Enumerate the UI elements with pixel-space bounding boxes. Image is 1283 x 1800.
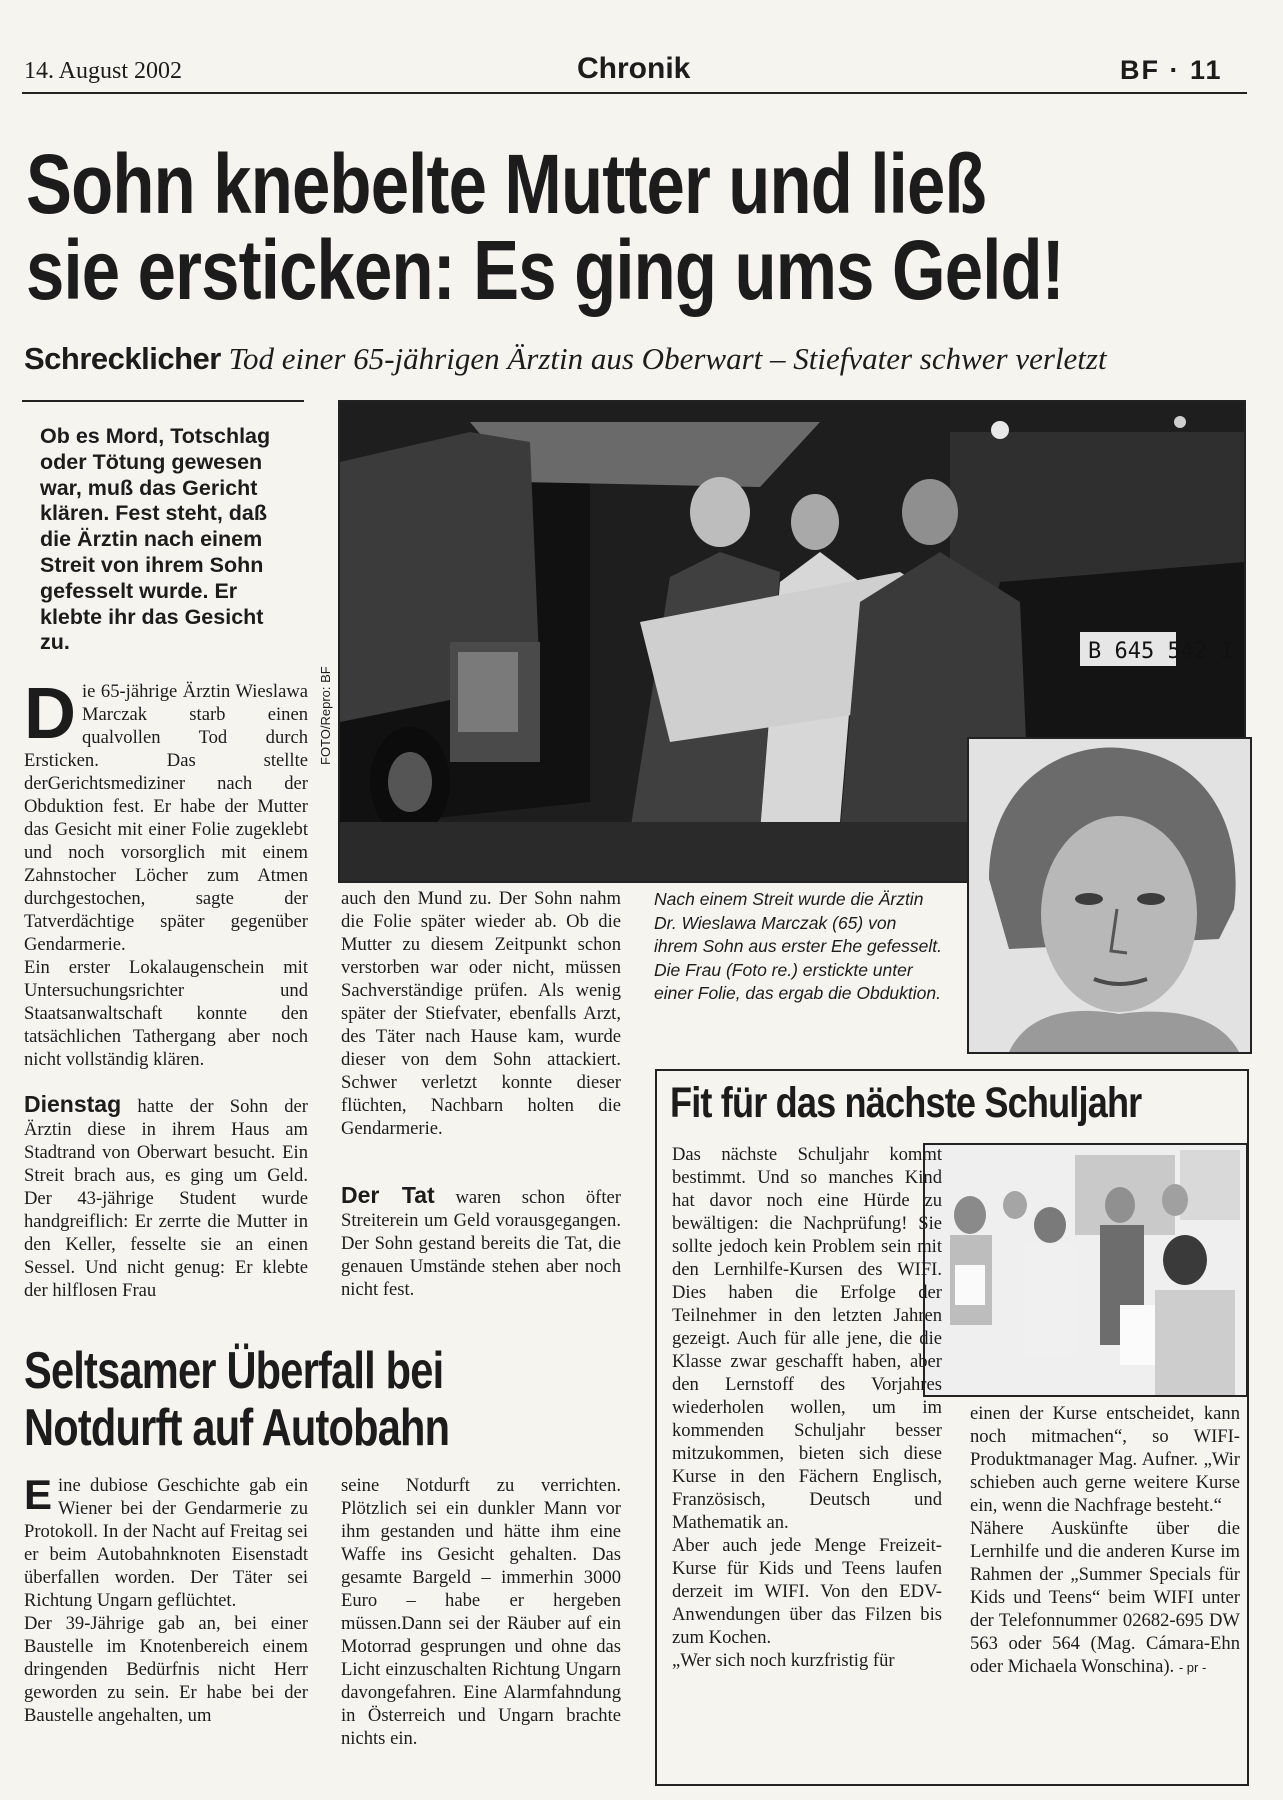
- second-para-2: Der 39-Jährige gab an, bei einer Baustelle im Knotenbereich einem dringenden Bedürfnis nicht Herr geworden zu sein. Er habe bei der Baustelle angehalten, um: [24, 1613, 308, 1726]
- school-article-column-1: [672, 1143, 942, 1672]
- second-article-column-2: [341, 1474, 621, 1750]
- headline-line-1: Sohn knebelte Mutter und ließ: [26, 137, 986, 231]
- runin-heading-2: Der Tat: [341, 1182, 435, 1208]
- portrait-photo: [967, 737, 1252, 1054]
- main-para-5: waren schon öfter Streiterein um Geld vorausgegangen. Der Sohn gestand bereits die Tat, die genauen Umstände stehen aber noch nicht fest.: [341, 1187, 621, 1300]
- issue-date: 14. August 2002: [24, 58, 183, 84]
- school-photo-image: [925, 1145, 1246, 1395]
- headline-line-2: sie ersticken: Es ging ums Geld!: [26, 223, 1064, 317]
- school-para-5: Nähere Auskünfte über die Lernhilfe und die anderen Kurse im Rahmen der „Summer Specials für Kids und Teens“ beim WIFI unter der Telefonnummer 02682-695 DW 563 oder 564 (Mag. Cámara-Ehn oder Michaela Wonschina).: [970, 1518, 1240, 1677]
- subheadline: [24, 341, 1107, 377]
- school-para-3: „Wer sich noch kurzfristig für: [672, 1650, 895, 1671]
- second-dropcap: E: [24, 1471, 53, 1518]
- main-para-3: hatte der Sohn der Ärztin diese in ihrem Haus am Stadtrand von Oberwart besucht. Ein Streit brach aus, es ging um Geld. Der 43-jährige Student wurde handgreiflich: Er zerrte die Mutter in den Keller, fesselte sie an einen Sessel. Und nicht genug: Er klebte der hilflosen Frau: [24, 1096, 308, 1301]
- dropcap: D: [24, 674, 76, 754]
- subheadline-lead: Schrecklicher: [24, 341, 221, 376]
- second-article-column-1: [24, 1471, 308, 1727]
- main-para-4: auch den Mund zu. Der Sohn nahm die Folie später wieder ab. Ob die Mutter zu diesem Zeitpunkt schon verstorben war oder nicht, müssen Sachverständige prüfen. Als wenig später der Stiefvater, ebenfalls Arzt, des Täter nach Hause kam, wurde dieser von dem Sohn attackiert. Schwer verletzt konnte dieser flüchten, Nachbarn holten die Gendarmerie.: [341, 888, 621, 1139]
- second-headline: [24, 1343, 449, 1457]
- school-headline: Fit für das nächste Schuljahr: [670, 1079, 1142, 1127]
- second-para-3: seine Notdurft zu verrichten. Plötzlich sei ein dunkler Mann vor ihm gestanden und hätte ihm eine Waffe ins Gesicht gehalten. Das gesamte Bargeld – immerhin 3000 Euro – habe er hergeben müssen.Dann sei der Räuber auf ein Motorrad gesprungen und ohne das Licht einzuschalten Richtung Ungarn davongefahren. Eine Alarmfahndung in Österreich und Ungarn brachte nichts ein.: [341, 1475, 621, 1749]
- main-article-column-2b: [341, 1184, 621, 1301]
- main-para-2: Ein erster Lokalaugenschein mit Untersuchungsrichter und Staatsanwaltschaft konnte den tatsächlichen Tathergang aber noch nicht vollständig klären.: [24, 957, 308, 1070]
- intro-text: Ob es Mord, Totschlag oder Tötung gewesen war, muß das Gericht klären. Fest steht, daß die Ärztin nach einem Streit von ihrem Sohn gefesselt wurde. Er klebte ihr das Gesicht zu.: [40, 424, 271, 655]
- school-para-2: Aber auch jede Menge Freizeit-Kurse für Kids und Teens laufen derzeit im WIFI. Von den EDV-Anwendungen über das Filzen bis zum Kochen.: [672, 1535, 942, 1648]
- school-article-column-2: [970, 1402, 1240, 1679]
- photo-caption: Nach einem Streit wurde die Ärztin Dr. Wieslawa Marczak (65) von ihrem Sohn aus erster Ehe gefesselt. Die Frau (Foto re.) erstickte unter einer Folie, das ergab die Obduktion.: [654, 889, 942, 1003]
- school-para-4: einen der Kurse entscheidet, kann noch mitmachen“, so WIFI-Produktmanager Mag. Aufner. „Wir schieben auch gerne weitere Kurse ein, wenn die Nachfrage besteht.“: [970, 1403, 1240, 1516]
- section-title: Chronik: [577, 52, 691, 85]
- page-number: BF · 11: [1120, 55, 1223, 85]
- main-article-column-1b: [24, 1093, 308, 1302]
- plate-text: B 645 542 I: [1088, 639, 1234, 664]
- main-para-1: ie 65-jährige Ärztin Wieslawa Marczak starb einen qualvollen Tod durch Ersticken. Das stellte derGerichtsmediziner nach der Obduktion fest. Er habe der Mutter das Gesicht mit einer Folie zugeklebt und noch vorsorglich mit einem Zahnstocher Löcher zum Atmen durchgestochen, sagte der Tatverdächtige später gegenüber Gendarmerie.: [24, 681, 308, 955]
- second-para-1: ine dubiose Geschichte gab ein Wiener bei der Gendarmerie zu Protokoll. In der Nacht auf Freitag sei er beim Autobahnknoten Eisenstadt überfallen worden. Der Täter sei Richtung Ungarn geflüchtet.: [24, 1475, 308, 1611]
- runin-heading-1: Dienstag: [24, 1091, 122, 1117]
- header-rule: [22, 92, 1247, 94]
- photo-credit: FOTO/Repro: BF: [318, 666, 333, 765]
- author-signature: - pr -: [1178, 1660, 1207, 1675]
- main-article-column-1: [24, 674, 308, 1071]
- second-headline-line-2: Notdurft auf Autobahn: [24, 1399, 450, 1457]
- portrait-image: [969, 739, 1250, 1052]
- subheadline-text: Tod einer 65-jährigen Ärztin aus Oberwart – Stiefvater schwer verletzt: [228, 341, 1107, 376]
- school-photo: [923, 1143, 1248, 1397]
- second-headline-line-1: Seltsamer Überfall bei: [24, 1342, 444, 1400]
- school-para-1: Das nächste Schuljahr kommt bestimmt. Und so manches Kind hat davor noch eine Hürde zu bewältigen: die Nachprüfung! Sie sollte jedoch kein Problem sein mit den Lernhilfe-Kursen des WIFI. Dies haben die Erfolge der Teilnehmer in den letzten Jahren gezeigt. Auch für alle jene, die die Klasse zwar geschafft haben, aber den Lernstoff des Vorjahres wiederholen wollen, um im kommenden Schuljahr besser mitzukommen, bieten sich diese Kurse in den Fächern Englisch, Französisch, Deutsch und Mathematik an.: [672, 1144, 942, 1533]
- main-article-column-2: [341, 887, 621, 1140]
- intro-box-rule: [22, 400, 304, 402]
